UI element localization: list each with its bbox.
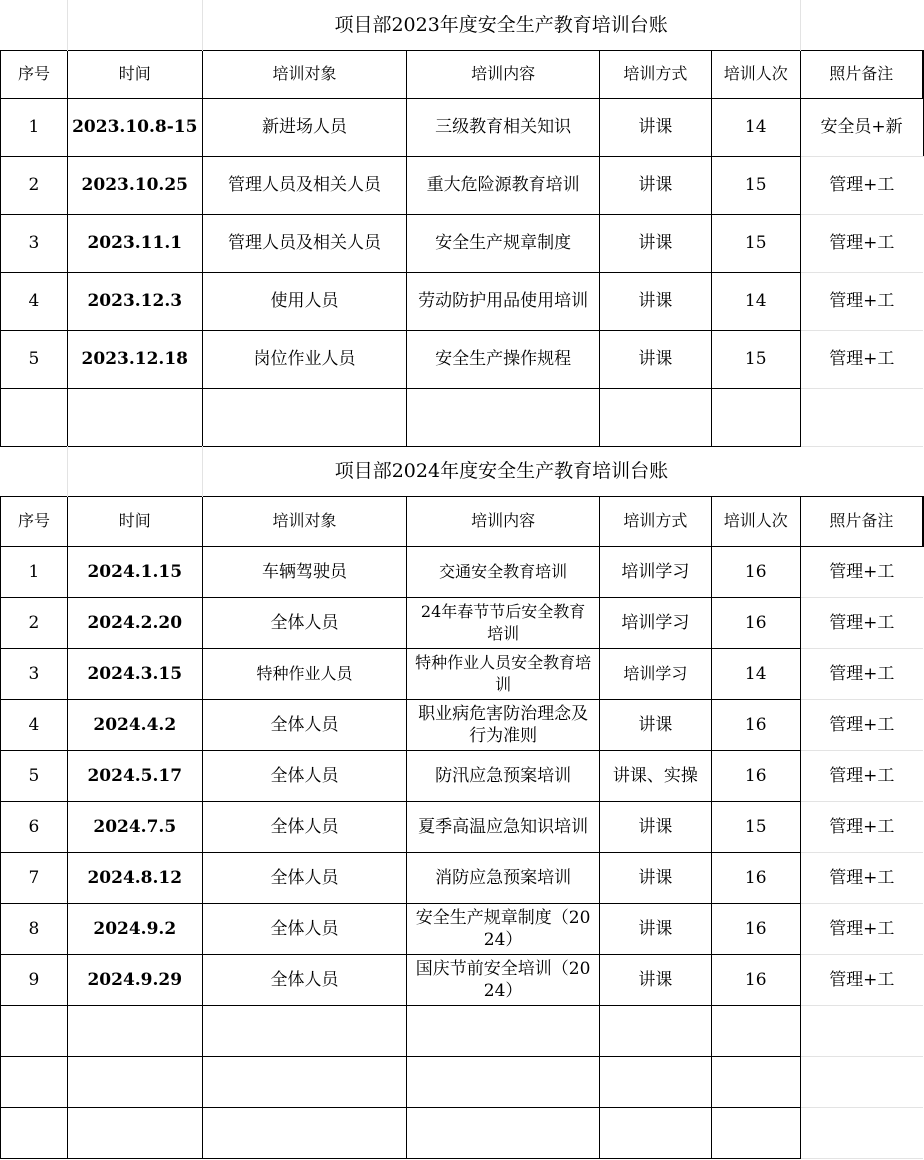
- cell-date: 2023.12.18: [67, 330, 202, 388]
- table-row: [1, 156, 924, 214]
- header-cell-count: 培训人次: [711, 50, 800, 98]
- cell-count: 14: [711, 648, 800, 699]
- cell-no: 5: [1, 330, 68, 388]
- cell-no: 3: [1, 214, 68, 272]
- cell-note: 管理+工: [800, 801, 923, 852]
- table-title: 项目部2024年度安全生产教育培训台账: [202, 446, 800, 496]
- cell-no: 1: [1, 98, 68, 156]
- cell-target: 车辆驾驶员: [202, 546, 407, 597]
- cell-content-text: 职业病危害防治理念及行为准则: [418, 703, 589, 746]
- cell-content: 交通安全教育培训: [407, 546, 600, 597]
- table-row: [1, 954, 924, 1005]
- cell-no: 3: [1, 648, 68, 699]
- cell-content: 三级教育相关知识: [407, 98, 600, 156]
- empty-cell: [202, 388, 407, 446]
- cell-target: 管理人员及相关人员: [202, 156, 407, 214]
- cell-count: 16: [711, 903, 800, 954]
- cell-no: 5: [1, 750, 68, 801]
- empty-cell: [202, 1056, 407, 1107]
- cell-content: [407, 801, 600, 852]
- cell-no: 7: [1, 852, 68, 903]
- cell-content: 重大危险源教育培训: [407, 156, 600, 214]
- cell-date: 2024.9.29: [67, 954, 202, 1005]
- header-cell-content: 培训内容: [407, 496, 600, 546]
- cell-content-text: 24年春节节后安全教育培训: [420, 601, 586, 643]
- cell-no: 6: [1, 801, 68, 852]
- empty-cell: [407, 1107, 600, 1158]
- title-blank-cell: [1, 0, 68, 50]
- empty-cell: [599, 1005, 711, 1056]
- empty-cell: [407, 388, 600, 446]
- header-cell-date: 时间: [67, 496, 202, 546]
- cell-content-text: 国庆节前安全培训（2024）: [415, 958, 591, 1001]
- cell-method: 讲课: [599, 156, 711, 214]
- cell-method: 讲课: [599, 214, 711, 272]
- table-row: [1, 699, 924, 750]
- cell-no: 8: [1, 903, 68, 954]
- empty-cell: [67, 1056, 202, 1107]
- cell-note: 管理+工: [800, 272, 923, 330]
- cell-count: 16: [711, 954, 800, 1005]
- cell-target: 全体人员: [202, 852, 407, 903]
- cell-note: 管理+工: [800, 546, 923, 597]
- cell-note: 管理+工: [800, 852, 923, 903]
- cell-note: 管理+工: [800, 597, 923, 648]
- empty-cell: [1, 388, 68, 446]
- cell-method: 培训学习: [599, 597, 711, 648]
- cell-count: 16: [711, 597, 800, 648]
- cell-content: 安全生产操作规程: [407, 330, 600, 388]
- title-blank-cell: [67, 446, 202, 496]
- cell-date: 2024.8.12: [67, 852, 202, 903]
- cell-note: 管理+工: [800, 954, 923, 1005]
- cell-count: 15: [711, 330, 800, 388]
- cell-note: 安全员+新: [800, 98, 923, 156]
- table-row: [1, 801, 924, 852]
- title-blank-cell: [800, 0, 923, 50]
- cell-content: [407, 648, 600, 699]
- empty-cell: [599, 1107, 711, 1158]
- empty-cell: [711, 388, 800, 446]
- cell-no: 1: [1, 546, 68, 597]
- title-blank-cell: [800, 446, 923, 496]
- cell-target: 全体人员: [202, 597, 407, 648]
- empty-cell: [711, 1107, 800, 1158]
- cell-target: 全体人员: [202, 801, 407, 852]
- header-row: [1, 496, 924, 546]
- cell-date: 2024.1.15: [67, 546, 202, 597]
- cell-date: 2024.7.5: [67, 801, 202, 852]
- cell-note: 管理+工: [800, 156, 923, 214]
- cell-note: 管理+工: [800, 750, 923, 801]
- cell-count: 14: [711, 272, 800, 330]
- cell-content-text: 特种作业人员安全教育培训: [415, 652, 592, 694]
- cell-target: 管理人员及相关人员: [202, 214, 407, 272]
- table-row: [1, 852, 924, 903]
- cell-content-text: 安全生产规章制度（2024）: [415, 907, 591, 950]
- cell-count: 14: [711, 98, 800, 156]
- header-cell-target: 培训对象: [202, 496, 407, 546]
- empty-cell: [800, 388, 923, 446]
- table-row: [1, 214, 924, 272]
- cell-method: 讲课: [599, 852, 711, 903]
- title-blank-cell: [1, 446, 68, 496]
- cell-count: 16: [711, 546, 800, 597]
- cell-target: 新进场人员: [202, 98, 407, 156]
- cell-count: 15: [711, 801, 800, 852]
- empty-cell: [599, 388, 711, 446]
- header-cell-date: 时间: [67, 50, 202, 98]
- cell-content-text: 夏季高温应急知识培训: [418, 816, 589, 837]
- cell-method: 讲课、实操: [599, 750, 711, 801]
- cell-no: 2: [1, 597, 68, 648]
- cell-method: 讲课: [599, 98, 711, 156]
- cell-method: 培训学习: [599, 648, 711, 699]
- table-row: [1, 903, 924, 954]
- cell-target: 全体人员: [202, 954, 407, 1005]
- cell-content: [407, 903, 600, 954]
- cell-note: 管理+工: [800, 214, 923, 272]
- table-row: [1, 750, 924, 801]
- cell-content: [407, 699, 600, 750]
- header-cell-target: 培训对象: [202, 50, 407, 98]
- cell-no: 9: [1, 954, 68, 1005]
- cell-no: 2: [1, 156, 68, 214]
- cell-content: 安全生产规章制度: [407, 214, 600, 272]
- cell-date: 2023.10.8-15: [67, 98, 202, 156]
- empty-cell: [202, 1005, 407, 1056]
- empty-cell: [800, 1056, 923, 1107]
- table-2024: [0, 446, 924, 1159]
- cell-method: 讲课: [599, 699, 711, 750]
- cell-content: 消防应急预案培训: [407, 852, 600, 903]
- header-row: [1, 50, 924, 98]
- empty-cell: [800, 1005, 923, 1056]
- empty-row: [1, 1107, 924, 1158]
- table-row: [1, 272, 924, 330]
- cell-date: 2024.9.2: [67, 903, 202, 954]
- table-row: [1, 546, 924, 597]
- empty-cell: [202, 1107, 407, 1158]
- cell-method: 讲课: [599, 903, 711, 954]
- table-2023: [0, 0, 924, 447]
- header-cell-method: 培训方式: [599, 50, 711, 98]
- empty-cell: [711, 1056, 800, 1107]
- cell-target: 特种作业人员: [202, 648, 407, 699]
- cell-target: 全体人员: [202, 903, 407, 954]
- table-row: [1, 648, 924, 699]
- cell-note: 管理+工: [800, 903, 923, 954]
- empty-cell: [407, 1005, 600, 1056]
- empty-row: [1, 1005, 924, 1056]
- cell-no: 4: [1, 699, 68, 750]
- table-row: [1, 597, 924, 648]
- cell-content: [407, 597, 600, 648]
- cell-date: 2024.2.20: [67, 597, 202, 648]
- header-cell-count: 培训人次: [711, 496, 800, 546]
- empty-cell: [1, 1056, 68, 1107]
- cell-date: 2024.3.15: [67, 648, 202, 699]
- header-cell-no: 序号: [1, 496, 68, 546]
- cell-method: 讲课: [599, 272, 711, 330]
- empty-cell: [407, 1056, 600, 1107]
- cell-content: 防汛应急预案培训: [407, 750, 600, 801]
- empty-row: [1, 388, 924, 446]
- cell-target: 使用人员: [202, 272, 407, 330]
- table-row: [1, 98, 924, 156]
- empty-cell: [67, 1107, 202, 1158]
- cell-method: 讲课: [599, 330, 711, 388]
- empty-cell: [711, 1005, 800, 1056]
- cell-date: 2023.12.3: [67, 272, 202, 330]
- empty-cell: [599, 1056, 711, 1107]
- cell-count: 15: [711, 214, 800, 272]
- cell-note: 管理+工: [800, 699, 923, 750]
- empty-cell: [1, 1107, 68, 1158]
- header-cell-note: 照片备注: [800, 50, 923, 98]
- empty-row: [1, 1056, 924, 1107]
- empty-cell: [800, 1107, 923, 1158]
- cell-no: 4: [1, 272, 68, 330]
- title-blank-cell: [67, 0, 202, 50]
- cell-count: 16: [711, 699, 800, 750]
- cell-content: [407, 954, 600, 1005]
- empty-cell: [1, 1005, 68, 1056]
- header-cell-no: 序号: [1, 50, 68, 98]
- cell-date: 2023.11.1: [67, 214, 202, 272]
- cell-method: 培训学习: [599, 546, 711, 597]
- cell-note: 管理+工: [800, 648, 923, 699]
- empty-cell: [67, 1005, 202, 1056]
- cell-target: 全体人员: [202, 750, 407, 801]
- empty-cell: [67, 388, 202, 446]
- cell-content: [407, 272, 600, 330]
- header-cell-content: 培训内容: [407, 50, 600, 98]
- cell-count: 15: [711, 156, 800, 214]
- cell-note: 管理+工: [800, 330, 923, 388]
- cell-method: 讲课: [599, 954, 711, 1005]
- cell-count: 16: [711, 750, 800, 801]
- header-cell-method: 培训方式: [599, 496, 711, 546]
- cell-target: 全体人员: [202, 699, 407, 750]
- table-title: 项目部2023年度安全生产教育培训台账: [202, 0, 800, 50]
- cell-date: 2024.5.17: [67, 750, 202, 801]
- cell-target: 岗位作业人员: [202, 330, 407, 388]
- header-cell-note: 照片备注: [800, 496, 923, 546]
- cell-date: 2023.10.25: [67, 156, 202, 214]
- cell-content-text: 劳动防护用品使用培训: [418, 291, 589, 311]
- cell-date: 2024.4.2: [67, 699, 202, 750]
- cell-method: 讲课: [599, 801, 711, 852]
- cell-count: 16: [711, 852, 800, 903]
- table-row: [1, 330, 924, 388]
